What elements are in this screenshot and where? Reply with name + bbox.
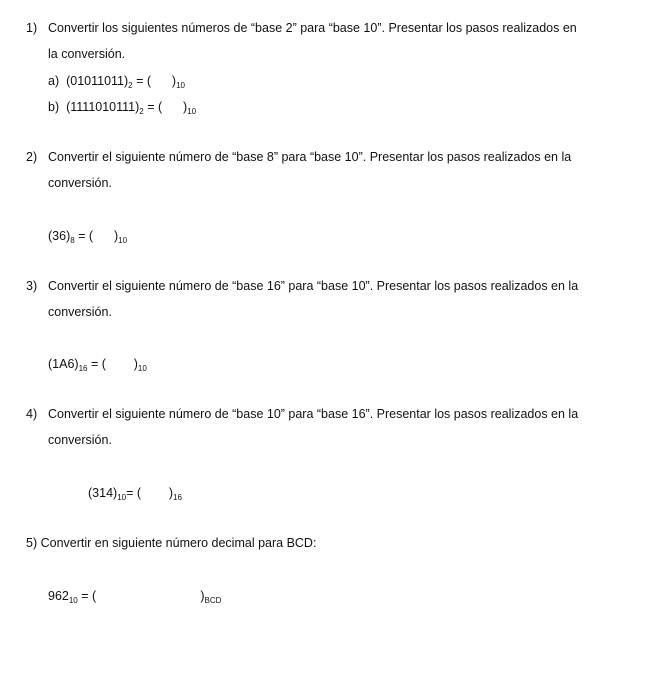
q5-text: Convertir en siguiente número decimal para BCD:	[40, 536, 317, 550]
q1-number: 1)	[26, 21, 38, 35]
q1a-label: a)	[48, 74, 60, 88]
q4-close: )	[168, 486, 173, 500]
q3-target-base: 10	[137, 364, 147, 373]
q1b-equals: = (	[143, 100, 163, 114]
q3-number: 3)	[26, 279, 38, 293]
q2-expression: (36)	[48, 229, 71, 243]
q4-expression: (314)	[88, 486, 118, 500]
q5-base: 10	[68, 596, 78, 605]
q3-base: 16	[78, 364, 88, 373]
q4-exercise	[88, 485, 182, 503]
q2-target-base: 10	[118, 236, 128, 245]
q4-base: 10	[117, 493, 127, 502]
q3-blank	[106, 357, 134, 371]
q2-text-line1: Convertir el siguiente número de “base 8” para “base 10”. Presentar los pasos realizados en la	[48, 150, 572, 164]
q4-number: 4)	[26, 407, 38, 421]
q2-close: )	[113, 229, 119, 243]
q1a-expression: (01011011)	[66, 74, 129, 88]
q3-exercise	[48, 356, 147, 374]
q3-text-line1: Convertir el siguiente número de “base 16” para “base 10”. Presentar los pasos realizados en la	[48, 279, 579, 293]
q1b-exercise	[48, 99, 196, 117]
q1a-exercise	[48, 73, 185, 91]
q1a-close: )	[171, 74, 177, 88]
q2-statement-line1	[26, 149, 571, 165]
q2-blank	[93, 229, 114, 243]
q4-text-line1: Convertir el siguiente número de “base 10” para “base 16”. Presentar los pasos realizados en la	[48, 407, 579, 421]
q2-exercise	[48, 228, 127, 246]
q2-number: 2)	[26, 150, 38, 164]
q3-close: )	[133, 357, 138, 371]
q1-statement-line1	[26, 20, 577, 36]
q1b-base: 2	[139, 107, 144, 116]
q4-text-line2: conversión.	[48, 433, 112, 447]
q1a-base: 2	[128, 81, 133, 90]
q4-equals: = (	[126, 486, 142, 500]
q5-expression: 962	[48, 589, 69, 603]
q3-text-line2: conversión.	[48, 305, 112, 319]
q5-exercise	[48, 588, 221, 606]
q3-statement-line1	[26, 278, 578, 294]
q5-equals: = (	[77, 589, 97, 603]
q2-base: 8	[70, 236, 75, 245]
q1b-target-base: 10	[187, 107, 197, 116]
q5-number: 5)	[26, 536, 38, 550]
q1a-equals: = (	[132, 74, 152, 88]
q1b-expression: (1111010111)	[66, 100, 140, 114]
q4-target-base: 16	[173, 493, 182, 502]
q1b-blank	[162, 100, 183, 114]
q1b-label: b)	[48, 100, 60, 114]
q2-text-line2: conversión.	[48, 176, 112, 190]
q3-equals: = (	[87, 357, 106, 371]
q1-text-line2: la conversión.	[48, 47, 126, 61]
q2-equals: = (	[74, 229, 94, 243]
q3-expression: (1A6)	[48, 357, 79, 371]
q5-blank	[96, 589, 200, 603]
q4-blank	[141, 486, 169, 500]
q1b-close: )	[183, 100, 188, 114]
q4-statement-line1	[26, 406, 578, 422]
q1a-blank	[151, 74, 172, 88]
q1a-target-base: 10	[176, 81, 185, 90]
q5-statement	[26, 535, 316, 551]
q5-close: )	[200, 589, 205, 603]
q5-target-base: BCD	[204, 596, 222, 605]
q1-text-line1: Convertir los siguientes números de “base 2” para “base 10”. Presentar los pasos realizados en	[48, 21, 577, 35]
